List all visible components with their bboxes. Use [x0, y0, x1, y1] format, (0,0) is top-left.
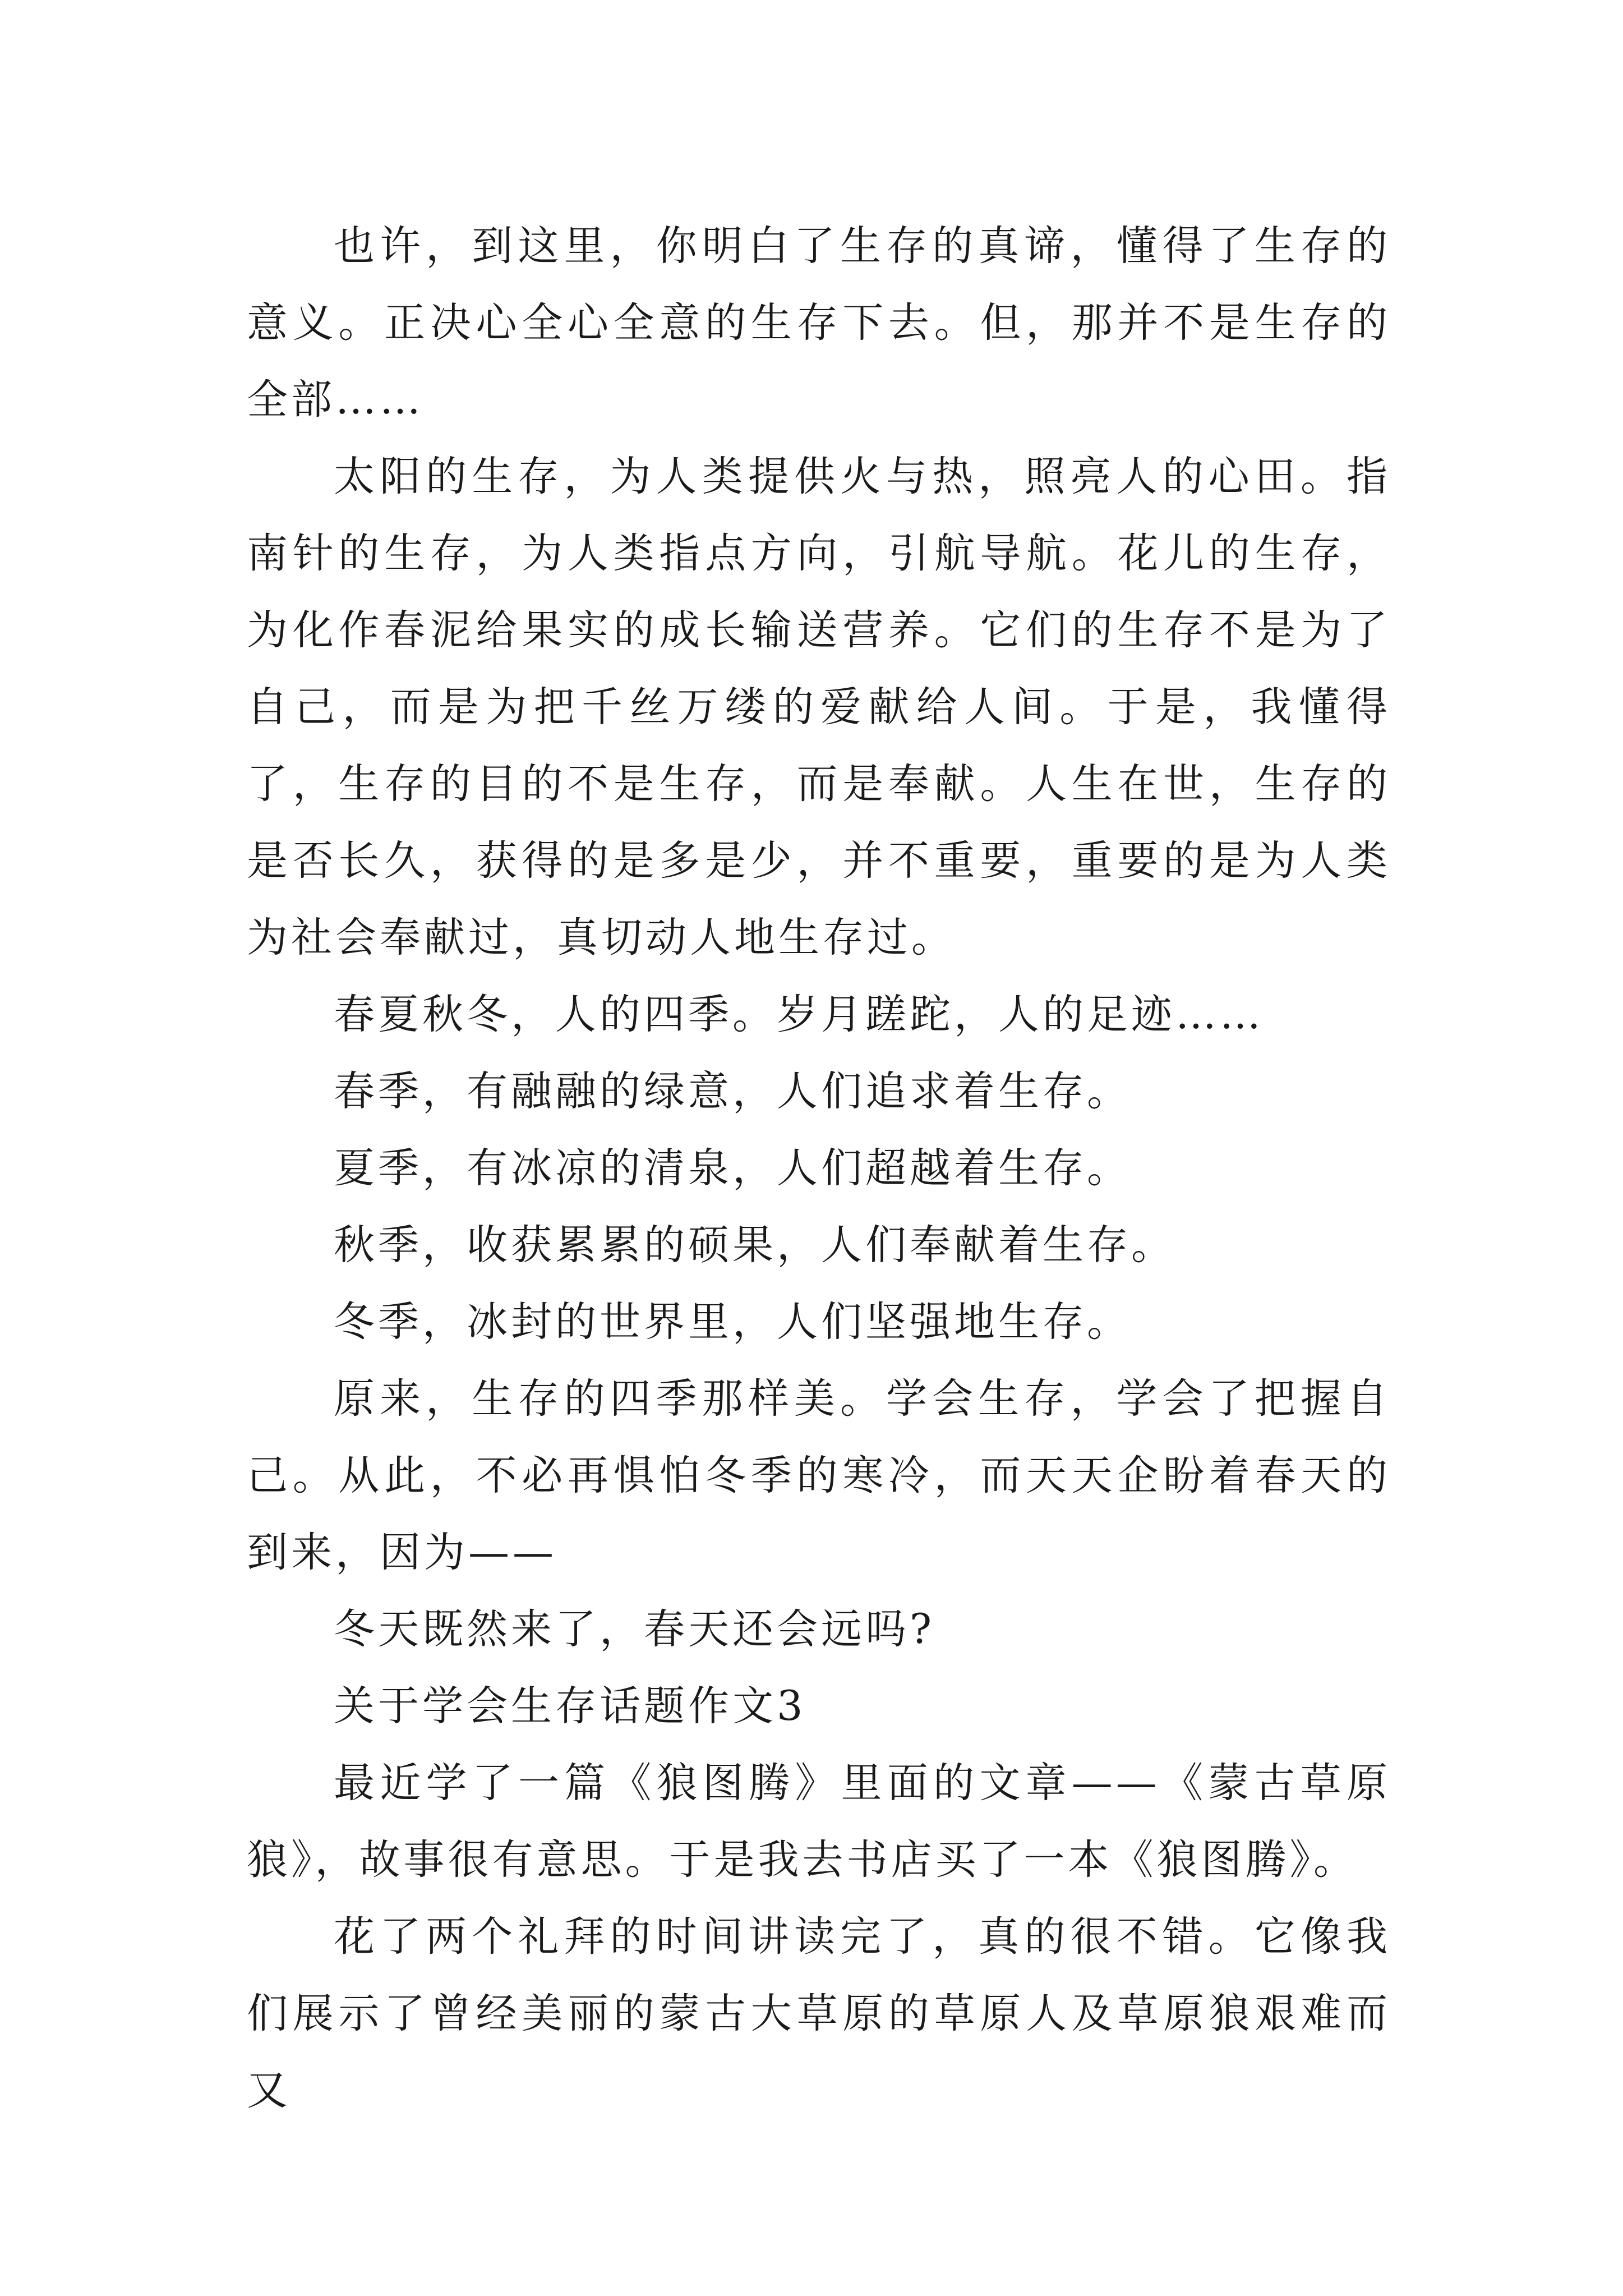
essay-heading-3: 关于学会生存话题作文3: [334, 1682, 806, 1730]
paragraph-wolf-totem-intro: 最近学了一篇《狼图腾》里面的文章——《蒙古草原狼》，故事很有意思。于是我去书店买了一本《狼图腾》。: [247, 1759, 1391, 1884]
document-body: [247, 208, 1391, 2129]
paragraph-wolf-totem-review: 花了两个礼拜的时间讲读完了，真的很不错。它像我们展示了曾经美丽的蒙古大草原的草原人及草原狼艰难而又: [247, 1913, 1391, 2114]
paragraph-beauty-of-seasons: 原来，生存的四季那样美。学会生存，学会了把握自己。从此，不必再惧怕冬季的寒冷，而天天企盼着春天的到来，因为——: [247, 1375, 1391, 1576]
paragraph-autumn: 秋季，收获累累的硕果，人们奉献着生存。: [334, 1221, 1175, 1269]
paragraph-truth-of-survival: 也许，到这里，你明白了生存的真谛，懂得了生存的意义。正决心全心全意的生存下去。但，那并不是生存的全部……: [247, 222, 1391, 424]
paragraph-survival-is-dedication: 太阳的生存，为人类提供火与热，照亮人的心田。指南针的生存，为人类指点方向，引航导航。花儿的生存，为化作春泥给果实的成长输送营养。它们的生存不是为了自己，而是为把千丝万缕的爱献给人间。于是，我懂得了，生存的目的不是生存，而是奉献。人生在世，生存的是否长久，获得的是多是少，并不重要，重要的是为人类为社会奉献过，真切动人地生存过。: [247, 453, 1391, 961]
paragraph-spring: 春季，有融融的绿意，人们追求着生存。: [334, 1068, 1131, 1115]
paragraph-four-seasons: 春夏秋冬，人的四季。岁月蹉跎，人的足迹……: [334, 991, 1264, 1038]
paragraph-summer: 夏季，有冰凉的清泉，人们超越着生存。: [334, 1144, 1131, 1192]
paragraph-winter: 冬季，冰封的世界里，人们坚强地生存。: [334, 1298, 1131, 1346]
paragraph-spring-not-far: 冬天既然来了，春天还会远吗?: [334, 1605, 935, 1653]
